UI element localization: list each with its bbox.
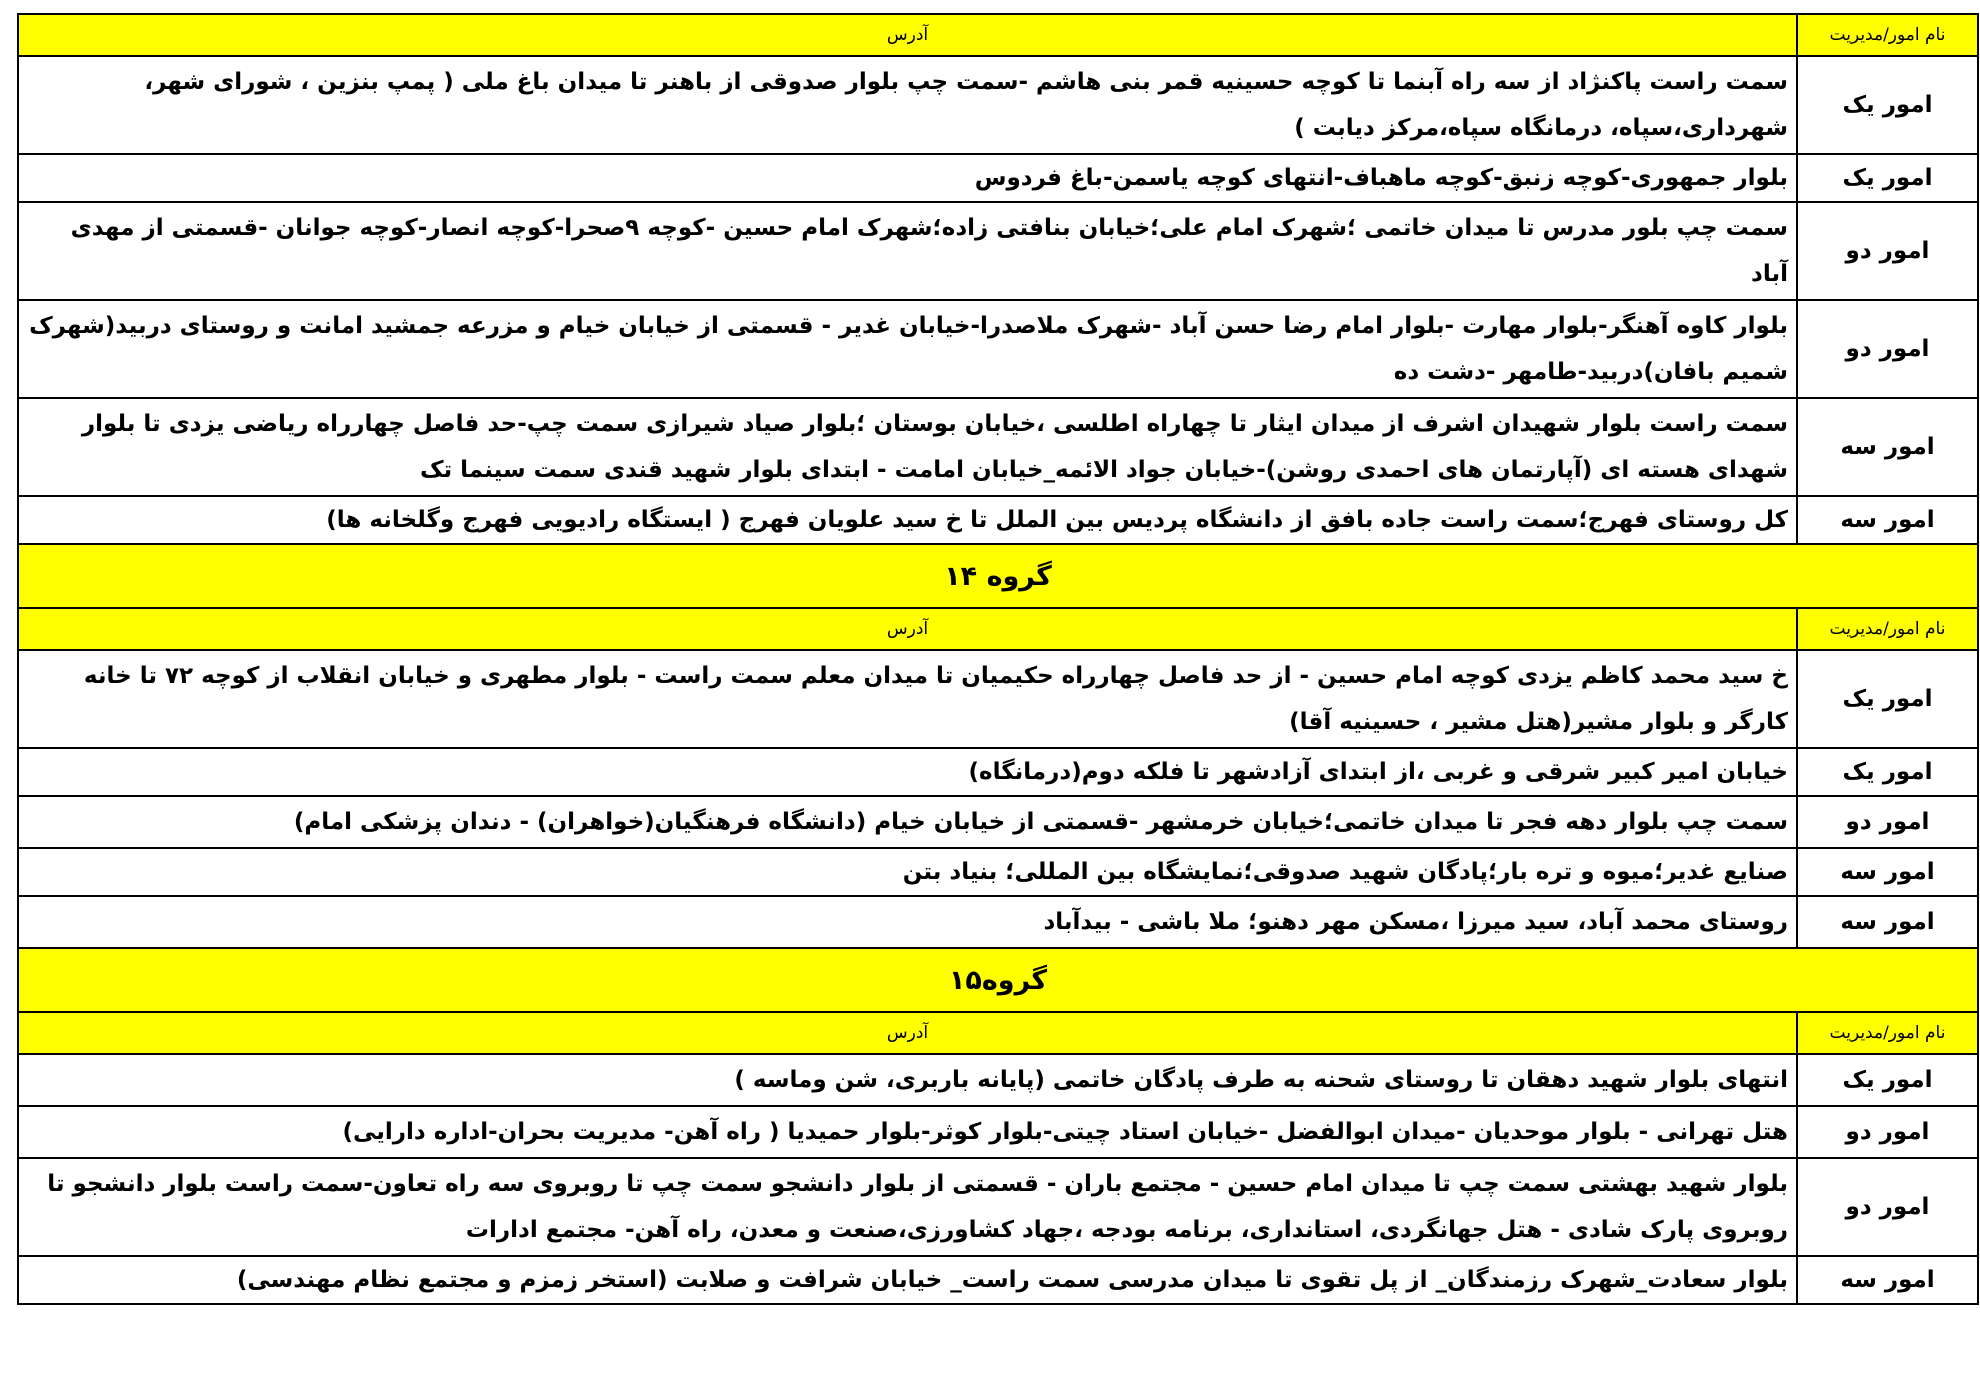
address-cell: بلوار کاوه آهنگر-بلوار مهارت -بلوار امام رضا حسن آباد -شهرک ملاصدرا-خیابان غدیر - قسمتی از خیابان خیام و مزرعه جمشید امانت و روستای دربید(شهرک شمیم بافان)دربید-طامهر -دشت ده [18,300,1797,398]
table-header-row [18,1012,1978,1054]
address-cell: هتل تهرانی - بلوار موحدیان -میدان ابوالفضل -خیابان استاد چیتی-بلوار کوثر-بلوار حمیدیا ( راه آهن- مدیریت بحران-اداره دارایی) [18,1106,1797,1158]
division-name-cell: امور سه [1797,848,1978,896]
division-name-cell: امور دو [1797,1106,1978,1158]
group-title-row [18,544,1978,608]
table-row [18,56,1978,154]
division-name-cell: امور دو [1797,1158,1978,1256]
address-cell: سمت راست پاکنژاد از سه راه آبنما تا کوچه حسینیه قمر بنی هاشم -سمت چپ بلوار صدوقی از باهنر تا میدان باغ ملی ( پمپ بنزین ، شورای شهر، شهرداری،سپاه، درمانگاه سپاه،مرکز دیابت ) [18,56,1797,154]
address-cell: بلوار جمهوری-کوچه زنبق-کوچه ماهباف-انتهای کوچه یاسمن-باغ فردوس [18,154,1797,202]
division-name-cell: امور دو [1797,796,1978,848]
table-row [18,300,1978,398]
table-row [18,848,1978,896]
table-row [18,398,1978,496]
table-row [18,496,1978,544]
division-name-cell: امور دو [1797,202,1978,300]
table-row [18,1106,1978,1158]
table-row [18,896,1978,948]
header-address-cell: آدرس [18,14,1797,56]
address-cell: کل روستای فهرج؛سمت راست جاده بافق از دانشگاه پردیس بین الملل تا خ سید علویان فهرج ( ایستگاه رادیویی فهرج وگلخانه ها) [18,496,1797,544]
header-address-cell: آدرس [18,608,1797,650]
table-row [18,154,1978,202]
division-name-cell: امور یک [1797,154,1978,202]
division-name-cell: امور یک [1797,650,1978,748]
group-title: گروه۱۵ [18,948,1978,1012]
header-address-cell: آدرس [18,1012,1797,1054]
address-cell: صنایع غدیر؛میوه و تره بار؛پادگان شهید صدوقی؛نمایشگاه بین المللی؛ بنیاد بتن [18,848,1797,896]
address-cell: خیابان امیر کبیر شرقی و غربی ،از ابتدای آزادشهر تا فلکه دوم(درمانگاه) [18,748,1797,796]
division-name-cell: امور یک [1797,1054,1978,1106]
table-row [18,650,1978,748]
table-row [18,796,1978,848]
address-cell: خ سید محمد کاظم یزدی کوچه امام حسین - از حد فاصل چهارراه حکیمیان تا میدان معلم سمت راست - بلوار مطهری و خیابان انقلاب از کوچه ۷۲ تا خانه کارگر و بلوار مشیر(هتل مشیر ، حسینیه آقا) [18,650,1797,748]
table-row [18,1054,1978,1106]
address-cell: سمت راست بلوار شهیدان اشرف از میدان ایثار تا چهاراه اطلسی ،خیابان بوستان ؛بلوار صیاد شیرازی سمت چپ-حد فاصل چهارراه ریاضی یزدی تا بلوار شهدای هسته ای (آپارتمان های احمدی روشن)-خیابان جواد الائمه_خیابان امامت - ابتدای بلوار شهید قندی سمت سینما تک [18,398,1797,496]
division-name-cell: امور سه [1797,398,1978,496]
address-cell: بلوار شهید بهشتی سمت چپ تا میدان امام حسین - مجتمع باران - قسمتی از بلوار دانشجو سمت چپ تا روبروی سه راه تعاون-سمت راست بلوار دانشجو تا روبروی پارک شادی - هتل جهانگردی، استانداری، برنامه بودجه ،جهاد کشاورزی،صنعت و معدن، راه آهن- مجتمع ادارات [18,1158,1797,1256]
table-row [18,202,1978,300]
address-sheet [17,13,1977,1305]
address-cell: انتهای بلوار شهید دهقان تا روستای شحنه به طرف پادگان خاتمی (پایانه باربری، شن وماسه ) [18,1054,1797,1106]
address-cell: روستای محمد آباد، سید میرزا ،مسکن مهر دهنو؛ ملا باشی - بیدآباد [18,896,1797,948]
address-cell: سمت چپ بلور مدرس تا میدان خاتمی ؛شهرک امام علی؛خیابان بنافتی زاده؛شهرک امام حسین -کوچه ۹صحرا-کوچه انصار-کوچه جوانان -قسمتی از مهدی آباد [18,202,1797,300]
header-name-cell: نام امور/مدیریت [1797,1012,1978,1054]
address-table [17,13,1979,1305]
table-row [18,1256,1978,1304]
table-row [18,1158,1978,1256]
group-title-row [18,948,1978,1012]
table-header-row [18,608,1978,650]
division-name-cell: امور دو [1797,300,1978,398]
division-name-cell: امور سه [1797,896,1978,948]
header-name-cell: نام امور/مدیریت [1797,14,1978,56]
address-cell: سمت چپ بلوار دهه فجر تا میدان خاتمی؛خیابان خرمشهر -قسمتی از خیابان خیام (دانشگاه فرهنگیان(خواهران) - دندان پزشکی امام) [18,796,1797,848]
header-name-cell: نام امور/مدیریت [1797,608,1978,650]
group-title: گروه ۱۴ [18,544,1978,608]
division-name-cell: امور سه [1797,1256,1978,1304]
table-row [18,748,1978,796]
division-name-cell: امور یک [1797,748,1978,796]
division-name-cell: امور سه [1797,496,1978,544]
table-header-row [18,14,1978,56]
address-cell: بلوار سعادت_شهرک رزمندگان_ از پل تقوی تا میدان مدرسی سمت راست_ خیابان شرافت و صلابت (استخر زمزم و مجتمع نظام مهندسی) [18,1256,1797,1304]
division-name-cell: امور یک [1797,56,1978,154]
